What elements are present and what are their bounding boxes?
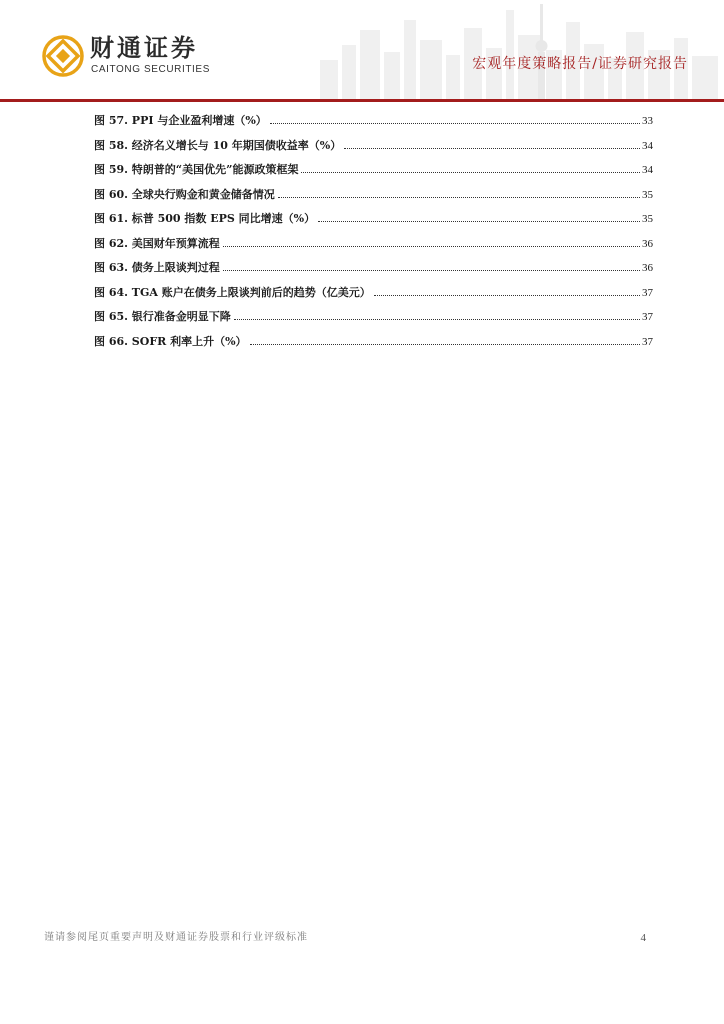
toc-entry[interactable] bbox=[94, 211, 653, 236]
dot-leader bbox=[223, 269, 640, 271]
dot-leader bbox=[234, 318, 640, 320]
toc-entry-page: 36 bbox=[642, 262, 653, 274]
toc-entry-page: 37 bbox=[642, 286, 653, 299]
dot-leader bbox=[318, 220, 640, 222]
toc-entry[interactable] bbox=[94, 138, 653, 163]
page-number: 4 bbox=[640, 932, 646, 944]
page-header bbox=[0, 0, 724, 104]
toc-entry-page: 33 bbox=[642, 115, 653, 127]
toc-entry-label: 图 58. 经济名义增长与 10 年期国债收益率（%） bbox=[94, 138, 342, 152]
toc-entry-page: 35 bbox=[642, 188, 653, 201]
toc-entry[interactable] bbox=[94, 309, 653, 334]
report-type-label: 宏观年度策略报告/证券研究报告 bbox=[472, 56, 688, 72]
toc-entry-label: 图 59. 特朗普的“美国优先”能源政策框架 bbox=[94, 163, 299, 176]
toc-entry-page: 36 bbox=[642, 237, 653, 250]
toc-entry[interactable] bbox=[94, 285, 653, 310]
brand-name-english: CAITONG SECURITIES bbox=[91, 64, 210, 75]
toc-entry-label: 图 57. PPI 与企业盈利增速（%） bbox=[94, 114, 267, 127]
toc-entry-label: 图 64. TGA 账户在债务上限谈判前后的趋势（亿美元） bbox=[94, 285, 371, 299]
figure-table-of-contents bbox=[94, 113, 653, 358]
toc-entry-page: 34 bbox=[642, 164, 653, 176]
toc-entry[interactable] bbox=[94, 260, 653, 285]
toc-entry[interactable] bbox=[94, 113, 653, 138]
dot-leader bbox=[223, 245, 640, 247]
toc-entry[interactable] bbox=[94, 334, 653, 359]
footer-disclaimer: 谨请参阅尾页重要声明及财通证券股票和行业评级标准 bbox=[44, 932, 308, 943]
header-divider bbox=[0, 99, 724, 102]
dot-leader bbox=[374, 294, 640, 296]
toc-entry-label: 图 66. SOFR 利率上升（%） bbox=[94, 334, 247, 348]
toc-entry-label: 图 60. 全球央行购金和黄金储备情况 bbox=[94, 187, 275, 201]
city-skyline-decoration bbox=[300, 0, 724, 100]
dot-leader bbox=[250, 343, 640, 345]
toc-entry[interactable] bbox=[94, 187, 653, 212]
toc-entry-page: 35 bbox=[642, 213, 653, 225]
brand-name-chinese: 财通证券 bbox=[90, 34, 198, 62]
toc-entry-page: 37 bbox=[642, 311, 653, 323]
dot-leader bbox=[344, 147, 640, 149]
dot-leader bbox=[301, 171, 640, 173]
toc-entry-label: 图 65. 银行准备金明显下降 bbox=[94, 310, 231, 323]
toc-entry[interactable] bbox=[94, 236, 653, 261]
toc-entry-label: 图 61. 标普 500 指数 EPS 同比增速（%） bbox=[94, 212, 316, 225]
toc-entry-page: 37 bbox=[642, 335, 653, 348]
dot-leader bbox=[270, 122, 640, 124]
toc-entry-label: 图 62. 美国财年预算流程 bbox=[94, 236, 220, 250]
dot-leader bbox=[278, 196, 640, 198]
toc-entry-label: 图 63. 债务上限谈判过程 bbox=[94, 261, 220, 274]
toc-entry[interactable] bbox=[94, 162, 653, 187]
caitong-logo-icon bbox=[42, 35, 84, 77]
toc-entry-page: 34 bbox=[642, 139, 653, 152]
